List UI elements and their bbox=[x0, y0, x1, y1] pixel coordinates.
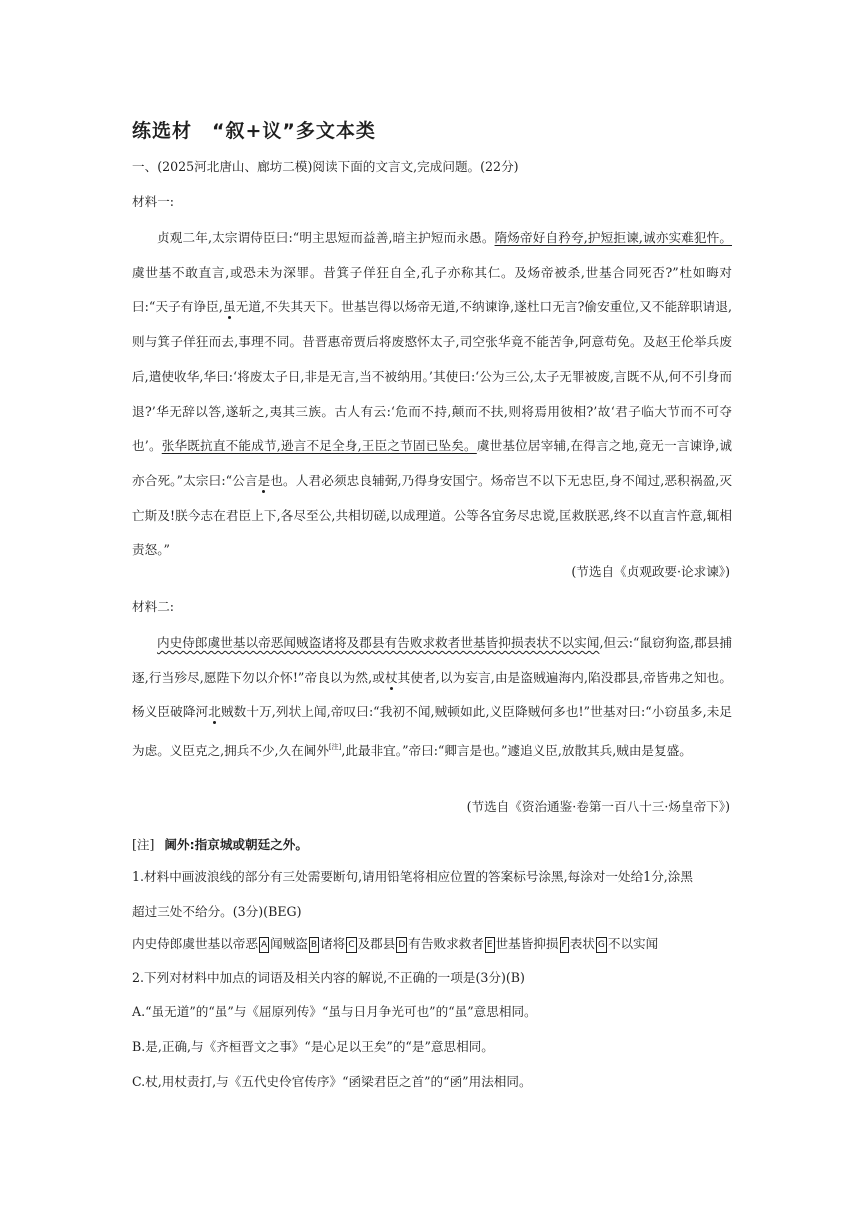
q2-option-a: A.“虽无道”的“虽”与《屈原列传》“虽与日月争光可也”的“虽”意思相同。 bbox=[132, 1004, 537, 1019]
note-text: 阃外:指京城或朝廷之外。 bbox=[164, 837, 308, 852]
segment-text: 闻贼盗 bbox=[270, 936, 308, 951]
passage-text: ,但云:“鼠窃狗盗,郡县捕逐,行当殄尽,愿陛下勿以介怀!”帝良以为然,或 bbox=[132, 635, 732, 685]
passage-text: 虞世基位居宰辅,在得言之地,竟无一言谏诤,诚亦合死。”太宗曰:“公言 bbox=[132, 438, 732, 488]
q1-line1: 1.材料中画波浪线的部分有三处需要断句,请用铅笔将相应位置的答案标号涂黑,每涂对一处给1分,涂黑 bbox=[132, 869, 693, 884]
passage-text: ,此最非宜。”帝曰:“卿言是也。”遽追义臣,放散其兵,贼由是复盛。 bbox=[341, 743, 692, 759]
passage-text: 贼数十万,列状上闻,帝叹曰:“我初不闻,贼顿如此,义臣降贼何多也!”世基对曰:“小窃虽多,未足为虑。义臣克之,拥兵不少,久在阃外 bbox=[132, 704, 733, 759]
passage-text: 也。人君必须忠良辅弼,乃得身安国宁。炀帝岂不以下无忠臣,身不闻过,恶积祸盈,灭亡斯及!朕今志在君臣上下,各尽至公,共相切磋,以成理道。公等各宜务尽忠谠,匡救朕恶,终不以直言忤意,辄相责怒。” bbox=[132, 472, 733, 558]
segment-text: 世基皆抑损 bbox=[495, 936, 559, 951]
passage-text: 虞世基不敢直言,或恐未为深罪。昔箕子佯狂自全,孔子亦称其仁。及炀帝被杀,世基合同死否?”杜如晦对曰:“天子有诤臣, bbox=[132, 264, 732, 315]
annotation bbox=[132, 834, 308, 853]
passage-text: 无道,不失其天下。世基岂得以炀帝无道,不纳谏诤,遂杜口无言?偷安重位,又不能辞职请退,则与箕子佯狂而去,事理不同。昔晋惠帝贾后将废愍怀太子,司空张华竟不能苦争,阿意苟免。及赵王伦举兵废后,遣使收华,华曰:‘将废太子日,非是无言,当不被纳用。’其使曰:‘公为三公,太子无罪被废,言既不从,何不引身而退?’华无辞以答,遂斩之,夷其三族。古人有云:‘危而不持,颠而不扶,则将焉用彼相?’故‘君子临大节而不可夺也’。 bbox=[132, 299, 733, 454]
q1-segmented-sentence bbox=[132, 935, 658, 953]
answer-box-e[interactable]: E bbox=[485, 937, 495, 953]
material2-label: 材料二: bbox=[132, 599, 175, 614]
answer-box-g[interactable]: G bbox=[596, 937, 607, 953]
material1-label: 材料一: bbox=[132, 194, 175, 209]
material1-source: (节选自《贞观政要·论求谏》) bbox=[571, 564, 730, 579]
dotted-word: 杖 bbox=[384, 669, 398, 685]
material2-passage bbox=[132, 626, 732, 769]
q2-stem: 2.下列对材料中加点的词语及相关内容的解说,不正确的一项是(3分)(B) bbox=[132, 970, 525, 985]
underlined-sentence: 张华既抗直不能成节,逊言不足全身,王臣之节固已坠矣。 bbox=[161, 438, 477, 454]
segment-text: 有告败求救者 bbox=[408, 936, 484, 951]
note-reference: [注] bbox=[328, 743, 342, 752]
segment-text: 及郡县 bbox=[357, 936, 396, 951]
segment-text: 表状 bbox=[569, 936, 595, 951]
page-title: 练选材 “叙+议”多文本类 bbox=[132, 120, 376, 142]
passage-text: 贞观二年,太宗谓侍臣曰:“明主思短而益善,暗主护短而永愚。 bbox=[157, 230, 495, 245]
segment-text: 内史侍郎虞世基以帝恶 bbox=[132, 936, 258, 951]
wavy-underlined-text: 内史侍郎虞世基以帝恶闻贼盗诸将及郡县有告败求救者世基皆抑损表状不以实闻 bbox=[157, 635, 600, 650]
answer-box-a[interactable]: A bbox=[259, 937, 269, 953]
answer-box-f[interactable]: F bbox=[560, 937, 569, 953]
underlined-sentence: 隋炀帝好自矜夸,护短拒谏,诚亦实难犯忤。 bbox=[494, 230, 732, 245]
segment-text: 诸将 bbox=[320, 936, 346, 951]
note-mark: [注] bbox=[132, 837, 155, 852]
dotted-word: 虽 bbox=[222, 299, 236, 315]
question-intro: 一、(2025河北唐山、廊坊二模)阅读下面的文言文,完成问题。(22分) bbox=[132, 159, 519, 174]
answer-box-c[interactable]: C bbox=[346, 937, 356, 953]
segment-text: 不以实闻 bbox=[607, 936, 659, 951]
q1-line2: 超过三处不给分。(3分)(BEG) bbox=[132, 904, 302, 919]
passage-text: 其使者,以为妄言,由是盗贼遍海内,陷没郡县,帝皆弗之知也。杨义臣破降河 bbox=[132, 669, 732, 720]
dotted-word: 北 bbox=[208, 704, 221, 720]
dotted-word: 是 bbox=[257, 472, 271, 488]
q2-option-c: C.杖,用杖责打,与《五代史伶官传序》“函梁君臣之首”的“函”用法相同。 bbox=[132, 1074, 532, 1089]
q2-option-b: B.是,正确,与《齐桓晋文之事》“是心足以王矣”的“是”意思相同。 bbox=[132, 1039, 494, 1054]
material1-passage bbox=[132, 221, 732, 568]
answer-box-b[interactable]: B bbox=[309, 937, 319, 953]
answer-box-d[interactable]: D bbox=[396, 937, 407, 953]
material2-source: (节选自《资治通鉴·卷第一百八十三·炀皇帝下》) bbox=[466, 799, 730, 814]
